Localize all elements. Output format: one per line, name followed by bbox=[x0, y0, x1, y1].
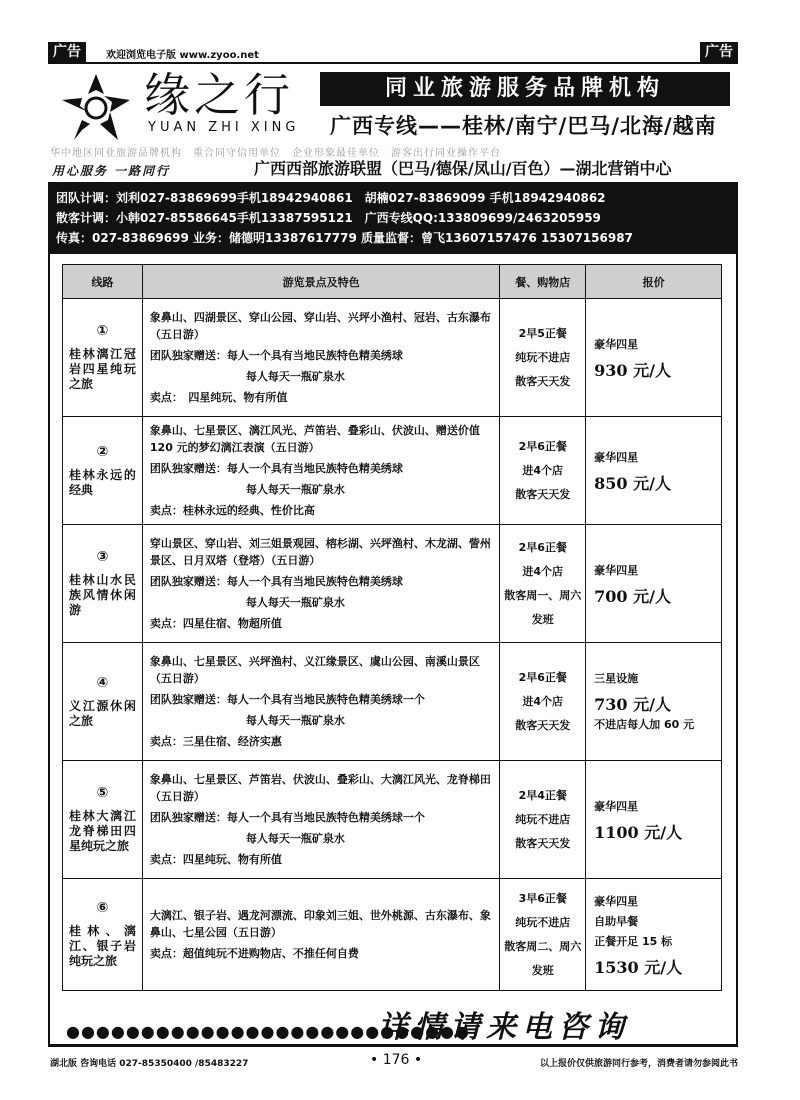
divider bbox=[48, 1046, 738, 1047]
price-amount: 730 元/人 bbox=[594, 694, 671, 714]
price-level: 豪华四星 bbox=[594, 799, 639, 813]
selling-point: 卖点：四星住宿、物超所值 bbox=[149, 617, 282, 630]
price-level: 豪华四星 bbox=[594, 450, 639, 464]
route-cell bbox=[63, 417, 143, 525]
route-name: 义江源休闲之旅 bbox=[69, 698, 136, 728]
price-cell bbox=[586, 417, 722, 525]
route-number: ③ bbox=[96, 549, 109, 565]
consult-text: 详情请来电咨询 bbox=[378, 1010, 630, 1045]
spots-text: 象鼻山、七星景区、芦笛岩、伏波山、叠彩山、大漓江风光、龙脊梯田（五日游） bbox=[149, 773, 491, 803]
route-cell bbox=[63, 525, 143, 643]
departure-info: 散客天天发 bbox=[515, 374, 571, 388]
price-amount: 930 元/人 bbox=[594, 360, 671, 380]
header-meal: 餐、购物店 bbox=[500, 265, 586, 299]
meal-cell bbox=[500, 643, 586, 761]
gift-item: 每人一个具有当地民族特色精美绣球 bbox=[226, 349, 403, 362]
ad-label-right: 广告 bbox=[700, 42, 738, 63]
footer-contact: 湖北版 咨询电话 027-85350400 /85483227 bbox=[50, 1059, 249, 1069]
welcome-text: 欢迎浏览电子版 www.zyoo.net bbox=[106, 50, 259, 61]
gift-line bbox=[150, 809, 492, 826]
route-name: 桂林大漓江龙脊梯田四星纯玩之旅 bbox=[69, 809, 136, 853]
price-amount: 700 元/人 bbox=[594, 586, 671, 606]
price-note: 不进店每人加 60 元 bbox=[594, 717, 695, 731]
meal-cell bbox=[500, 417, 586, 525]
header-price: 报价 bbox=[586, 265, 722, 299]
price-extra: 自助早餐 bbox=[594, 914, 639, 928]
gift-line bbox=[150, 691, 492, 708]
gift-label: 团队独家赠送： bbox=[149, 349, 227, 362]
route-name: 桂林永远的经典 bbox=[69, 467, 136, 497]
route-name: 桂林山水民族风情休闲游 bbox=[69, 573, 136, 617]
route-number: ② bbox=[96, 443, 109, 460]
route-name: 桂林、漓江、银子岩纯玩之旅 bbox=[69, 924, 136, 968]
departure-info: 散客周一、周六发班 bbox=[504, 588, 582, 626]
departure-info: 散客天天发 bbox=[515, 487, 571, 501]
contact-line-1: 团队计调：刘利027-83869699手机18942940861 胡楠027-83869099 手机18942940862 bbox=[56, 191, 606, 205]
shopping-info: 纯玩不进店 bbox=[515, 915, 571, 929]
meal-plan: 2早6正餐 bbox=[518, 540, 567, 554]
price-cell bbox=[586, 299, 722, 417]
selling-point: 卖点：三星住宿、经济实惠 bbox=[149, 735, 282, 748]
route-cell bbox=[63, 643, 143, 761]
shopping-info: 进4个店 bbox=[522, 564, 564, 578]
table-row bbox=[63, 879, 722, 991]
departure-info: 散客周二、周六发班 bbox=[504, 939, 582, 977]
price-cell bbox=[586, 525, 722, 643]
price-amount: 850 元/人 bbox=[594, 473, 671, 493]
gift-item: 每人一个具有当地民族特色精美绣球 bbox=[226, 462, 403, 475]
meal-plan: 2早5正餐 bbox=[518, 326, 567, 340]
table-row bbox=[63, 299, 722, 417]
gift-item-2: 每人每天一瓶矿泉水 bbox=[245, 714, 345, 727]
route-cell bbox=[63, 879, 143, 991]
brand-name-en: YUAN ZHI XING bbox=[148, 120, 300, 135]
price-level: 豪华四星 bbox=[594, 337, 639, 351]
spots-cell bbox=[142, 525, 499, 643]
header-spots: 游览景点及特色 bbox=[142, 265, 499, 299]
price-cell bbox=[586, 643, 722, 761]
brand-header bbox=[48, 64, 738, 182]
gift-item-2: 每人每天一瓶矿泉水 bbox=[245, 370, 345, 383]
table-header-row bbox=[63, 265, 722, 299]
spots-text: 大漓江、银子岩、遇龙河漂流、印象刘三姐、世外桃源、古东瀑布、象鼻山、七星公园（五日游） bbox=[149, 909, 491, 939]
meal-cell bbox=[500, 879, 586, 991]
alliance-line: 广西西部旅游联盟（巴马/德保/凤山/百色）—湖北营销中心 bbox=[254, 159, 672, 178]
contact-line-2: 散客计调：小韩027-85586645手机13387595121 广西专线QQ:133809699/2463205959 bbox=[56, 211, 601, 225]
table-row bbox=[63, 761, 722, 879]
shopping-info: 纯玩不进店 bbox=[515, 812, 571, 826]
spots-cell bbox=[142, 643, 499, 761]
selling-point: 卖点：超值纯玩不进购物店、不推任何自费 bbox=[149, 947, 359, 960]
route-name: 桂林漓江冠岩四星纯玩之旅 bbox=[69, 347, 136, 391]
star-logo-icon bbox=[60, 72, 132, 142]
route-number: ① bbox=[96, 323, 109, 339]
route-table bbox=[62, 264, 722, 991]
departure-info: 散客天天发 bbox=[515, 836, 571, 850]
ad-label-left: 广告 bbox=[48, 42, 86, 63]
price-amount: 1530 元/人 bbox=[594, 957, 683, 977]
meal-plan: 2早6正餐 bbox=[518, 670, 567, 684]
contact-block bbox=[48, 182, 738, 254]
spots-text: 象鼻山、七星景区、漓江风光、芦笛岩、叠彩山、伏波山、赠送价值 120 元的梦幻漓江表演（五日游） bbox=[149, 424, 480, 454]
meal-plan: 3早6正餐 bbox=[518, 891, 567, 905]
spots-cell bbox=[142, 879, 499, 991]
route-cell bbox=[63, 299, 143, 417]
gift-line bbox=[150, 573, 492, 590]
price-note: 正餐开足 15 标 bbox=[594, 934, 673, 948]
brand-name-cn: 缘之行 bbox=[144, 68, 294, 122]
routes-line: 广西专线——桂林/南宁/巴马/北海/越南 bbox=[330, 114, 717, 138]
price-cell bbox=[586, 761, 722, 879]
gift-label: 团队独家赠送： bbox=[149, 462, 227, 475]
gift-item-2: 每人每天一瓶矿泉水 bbox=[245, 832, 345, 845]
top-bar bbox=[48, 42, 738, 64]
route-number: ⑥ bbox=[96, 900, 109, 916]
price-level: 三星设施 bbox=[594, 671, 639, 685]
gift-item: 每人一个具有当地民族特色精美绣球一个 bbox=[226, 811, 425, 824]
spots-cell bbox=[142, 417, 499, 525]
table-row bbox=[63, 525, 722, 643]
gift-label: 团队独家赠送： bbox=[149, 575, 227, 588]
gift-line bbox=[150, 347, 492, 364]
shopping-info: 进4个店 bbox=[522, 694, 564, 708]
gift-item: 每人一个具有当地民族特色精美绣球一个 bbox=[226, 693, 425, 706]
meal-cell bbox=[500, 525, 586, 643]
header-route: 线路 bbox=[63, 265, 143, 299]
shopping-info: 进4个店 bbox=[522, 463, 564, 477]
meal-cell bbox=[500, 761, 586, 879]
price-amount: 1100 元/人 bbox=[594, 822, 683, 842]
motto: 用心服务 一路同行 bbox=[52, 164, 171, 178]
dotted-leader: ●●●●●●●●●●●●●●●●●●●●●●●●●●● bbox=[66, 1022, 470, 1041]
gift-label: 团队独家赠送： bbox=[149, 811, 227, 824]
table-row bbox=[63, 417, 722, 525]
meal-cell bbox=[500, 299, 586, 417]
price-level: 豪华四星 bbox=[594, 563, 639, 577]
spots-text: 象鼻山、七星景区、兴坪渔村、义江缘景区、虞山公园、南溪山景区（五日游） bbox=[149, 655, 480, 685]
meal-plan: 2早4正餐 bbox=[518, 788, 567, 802]
meal-plan: 2早6正餐 bbox=[518, 439, 567, 453]
spots-cell bbox=[142, 761, 499, 879]
gift-item: 每人一个具有当地民族特色精美绣球 bbox=[226, 575, 403, 588]
route-cell bbox=[63, 761, 143, 879]
page-number: • 176 • bbox=[370, 1052, 423, 1068]
selling-point: 卖点：四星纯玩、物有所值 bbox=[149, 853, 282, 866]
departure-info: 散客天天发 bbox=[515, 718, 571, 732]
route-number: ⑤ bbox=[96, 785, 109, 801]
route-number: ④ bbox=[96, 674, 109, 691]
gift-item-2: 每人每天一瓶矿泉水 bbox=[245, 596, 345, 609]
sub-line: 华中地区同业旅游品牌机构 重合同守信用单位 企业形象最佳单位 游客出行同业操作平台 bbox=[50, 148, 501, 159]
spots-text: 象鼻山、四湖景区、穿山公园、穿山岩、兴坪小渔村、冠岩、古东瀑布（五日游） bbox=[149, 311, 491, 341]
contact-line-3: 传真：027-83869699 业务：储德明13387617779 质量监督：曾飞13607157476 15307156987 bbox=[56, 231, 633, 245]
shopping-info: 纯玩不进店 bbox=[515, 350, 571, 364]
spots-text: 穿山景区、穿山岩、刘三姐景观园、榕杉湖、兴坪渔村、木龙湖、訾州景区、日月双塔（登塔）（五日游） bbox=[149, 537, 491, 567]
price-cell bbox=[586, 879, 722, 991]
price-level: 豪华四星 bbox=[594, 894, 639, 908]
table-row bbox=[63, 643, 722, 761]
footer-disclaimer: 以上报价仅供旅游同行参考，消费者请勿参阅此书 bbox=[539, 1059, 738, 1069]
selling-point: 卖点： 四星纯玩、物有所值 bbox=[149, 391, 288, 404]
spots-cell bbox=[142, 299, 499, 417]
gift-item-2: 每人每天一瓶矿泉水 bbox=[245, 483, 345, 496]
gift-label: 团队独家赠送： bbox=[149, 693, 227, 706]
gift-line bbox=[150, 460, 492, 477]
brand-slogan: 同业旅游服务品牌机构 bbox=[320, 72, 730, 106]
selling-point: 卖点：桂林永远的经典、性价比高 bbox=[149, 504, 315, 517]
